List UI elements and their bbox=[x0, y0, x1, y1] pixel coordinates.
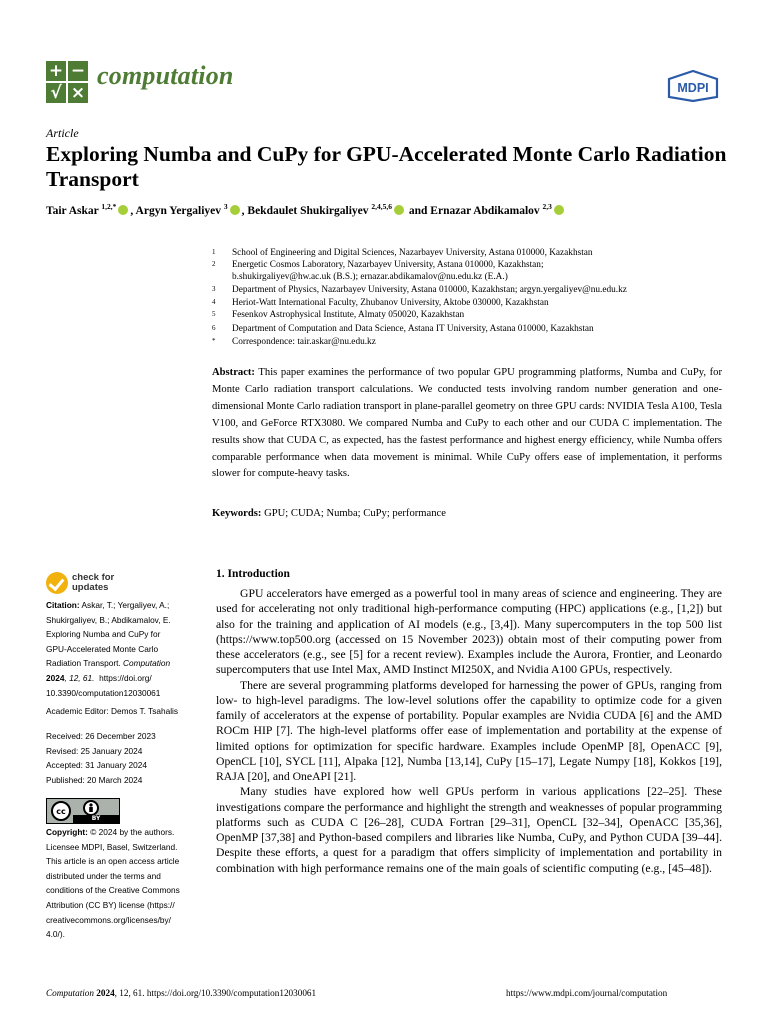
orcid-icon[interactable] bbox=[118, 205, 128, 215]
citation-doi-link[interactable]: 10.3390/computation12030061 bbox=[46, 687, 161, 698]
citation-label: Citation: bbox=[46, 600, 80, 610]
author-separator: , bbox=[241, 204, 248, 217]
author-affil-sup: 1,2,* bbox=[101, 202, 117, 211]
author-name[interactable]: Bekdaulet Shukirgaliyev bbox=[247, 204, 369, 217]
author-name[interactable]: Tair Askar bbox=[46, 204, 99, 217]
footer-doi[interactable]: , 12, 61. https://doi.org/10.3390/computation12030061 bbox=[114, 988, 317, 998]
orcid-icon[interactable] bbox=[554, 205, 564, 215]
check-mark-icon bbox=[46, 572, 68, 594]
intro-paragraph-1: GPU accelerators have emerged as a powerful tool in many areas of science and engineering. They are used for accelerating not only traditional high-performance computing (HPC) applications (e.g., [1,2]) but also for the training and application of AI models (e.g., [3,4]). Many supercomputers in the top 500 list (https://www.top500.org (accessed on 15 November 2023)) obtain most of their computing power from these accelerators (e.g., see [5] for a recent review). Examples include the Aurora, Frontier, and Leonardo supercomputers that use Intel Max, AMD Instinct MI250X, and Nvidia A100 GPUs, respectively. bbox=[216, 587, 722, 677]
article-type: Article bbox=[46, 126, 79, 140]
cc-by-license-icon[interactable] bbox=[46, 798, 120, 824]
footer-citation bbox=[46, 988, 316, 998]
check-for-updates-button[interactable] bbox=[46, 570, 156, 598]
accepted-date: Accepted: 31 January 2024 bbox=[46, 760, 148, 771]
received-date: Received: 26 December 2023 bbox=[46, 731, 156, 741]
author-separator: , bbox=[130, 204, 136, 217]
copyright-label: Copyright: bbox=[46, 827, 88, 837]
author-affil-sup: 3 bbox=[223, 202, 228, 211]
by-label: BY bbox=[73, 815, 119, 823]
keywords-label: Keywords: bbox=[212, 508, 262, 519]
abstract-text: This paper examines the performance of two popular GPU programming platforms, Numba and CuPy, for Monte Carlo radiation transport calculations. We conducted tests involving random number generation and one-dimensional Monte Carlo radiation transport in plane-parallel geometry on three GPU cards: NVIDIA Tesla A100, Tesla V100, and GeForce RTX3080. We compared Numba and CuPy to each other and our CUDA C implementation. The results show that CUDA C, as expected, has the fastest performance and highest energy efficiency, while Numba offers comparable performance when data movement is minimal. While CuPy offers ease of implementation, it performs slower for compute-heavy tasks. bbox=[212, 367, 722, 480]
intro-paragraph-3: Many studies have explored how well GPUs perform in various applications [22–25]. These investigations compare the performance and highlight the strength and weaknesses of popular programming platforms such as CUDA C [26–28], CUDA Fortran [29–31], OpenCL [32–34], OpenACC [35,36], OpenMP [37,38] and Python-based compilers and libraries like Numba, CuPy, and Python CUDA [39–44]. Despite these efforts, a quest for a paradigm that offers simplicity of implementation and portability in combination with high performance remains one of the main goals of scientific computing (e.g., [45–48]). bbox=[216, 785, 722, 875]
section-heading-introduction: 1. Introduction bbox=[216, 568, 290, 580]
revised-date: Revised: 25 January 2024 bbox=[46, 745, 143, 756]
copyright-block: Copyright: © 2024 by the authors. Licensee MDPI, Basel, Switzerland. This article is an open access article distributed under the terms and conditions of the Creative Commons Attribution (CC BY) license (https:// creativecommons.org/licenses/by/ 4.0/). bbox=[46, 827, 180, 940]
abstract-label: Abstract: bbox=[212, 367, 255, 378]
author-name[interactable]: Argyn Yergaliyev bbox=[135, 204, 222, 217]
author-affil-sup: 2,4,5,6 bbox=[371, 202, 392, 211]
keywords-text: GPU; CUDA; Numba; CuPy; performance bbox=[264, 508, 446, 519]
journal-logo bbox=[46, 61, 88, 103]
publisher-name: MDPI bbox=[677, 81, 709, 95]
mdpi-logo bbox=[666, 70, 720, 102]
keywords bbox=[212, 508, 722, 519]
orcid-icon[interactable] bbox=[394, 205, 404, 215]
attribution-person-icon bbox=[83, 800, 99, 816]
intro-paragraph-2: There are several programming platforms developed for harnessing the power of GPUs, ranging from low- to high-level paradigms. The low-level solutions offer the capability to optimize code for a given family of accelerators at the expense of portability. Popular examples are Nvidia CUDA [6] and the AMD ROCm HIP [7]. The high-level platforms offer ease of implementation and portability at the expense of limited options for optimization for specific hardware. Examples include OpenMP [8], OpenACC [9], OpenCL [10], SYCL [11], Alpaka [12], Numba [13,14], CuPy [15–17], Legate Numpy [18], Kokkos [19], RAJA [20], and OneAPI [21]. bbox=[216, 678, 722, 783]
author-list bbox=[46, 202, 746, 217]
author-separator: and bbox=[406, 204, 431, 217]
footer-year: 2024 bbox=[96, 988, 115, 998]
orcid-icon[interactable] bbox=[230, 205, 240, 215]
abstract bbox=[212, 365, 722, 483]
citation-block: Citation: Askar, T.; Yergaliyev, A.; Shukirgaliyev, B.; Abdikamalov, E. Exploring Numba and CuPy for GPU-Accelerated Monte Carlo Radiation Transport. Computation 2024, 12, 61. https://doi.org/ 10.3390/computation12030061 bbox=[46, 598, 206, 700]
logo-plus-glyph: + bbox=[46, 61, 66, 81]
logo-sqrt-glyph: √ bbox=[46, 83, 66, 103]
published-date: Published: 20 March 2024 bbox=[46, 774, 143, 785]
article-title: Exploring Numba and CuPy for GPU-Accelerated Monte Carlo Radiation Transport bbox=[46, 142, 727, 191]
logo-times-glyph: × bbox=[68, 83, 88, 103]
introduction-body bbox=[216, 586, 722, 876]
footer-journal-url[interactable]: https://www.mdpi.com/journal/computation bbox=[506, 988, 668, 998]
academic-editor: Academic Editor: Demos T. Tsahalis bbox=[46, 706, 179, 716]
citation-doi-link[interactable]: https://doi.org/ bbox=[99, 672, 152, 683]
cc-icon: cc bbox=[51, 801, 71, 821]
publication-dates bbox=[46, 729, 206, 787]
author-affil-sup: 2,3 bbox=[542, 202, 552, 211]
footer-journal: Computation bbox=[46, 988, 94, 998]
check-updates-label: check for updates bbox=[72, 572, 115, 593]
logo-minus-glyph: − bbox=[68, 61, 88, 81]
journal-name: computation bbox=[97, 61, 234, 90]
author-name[interactable]: Ernazar Abdikamalov bbox=[430, 204, 540, 217]
